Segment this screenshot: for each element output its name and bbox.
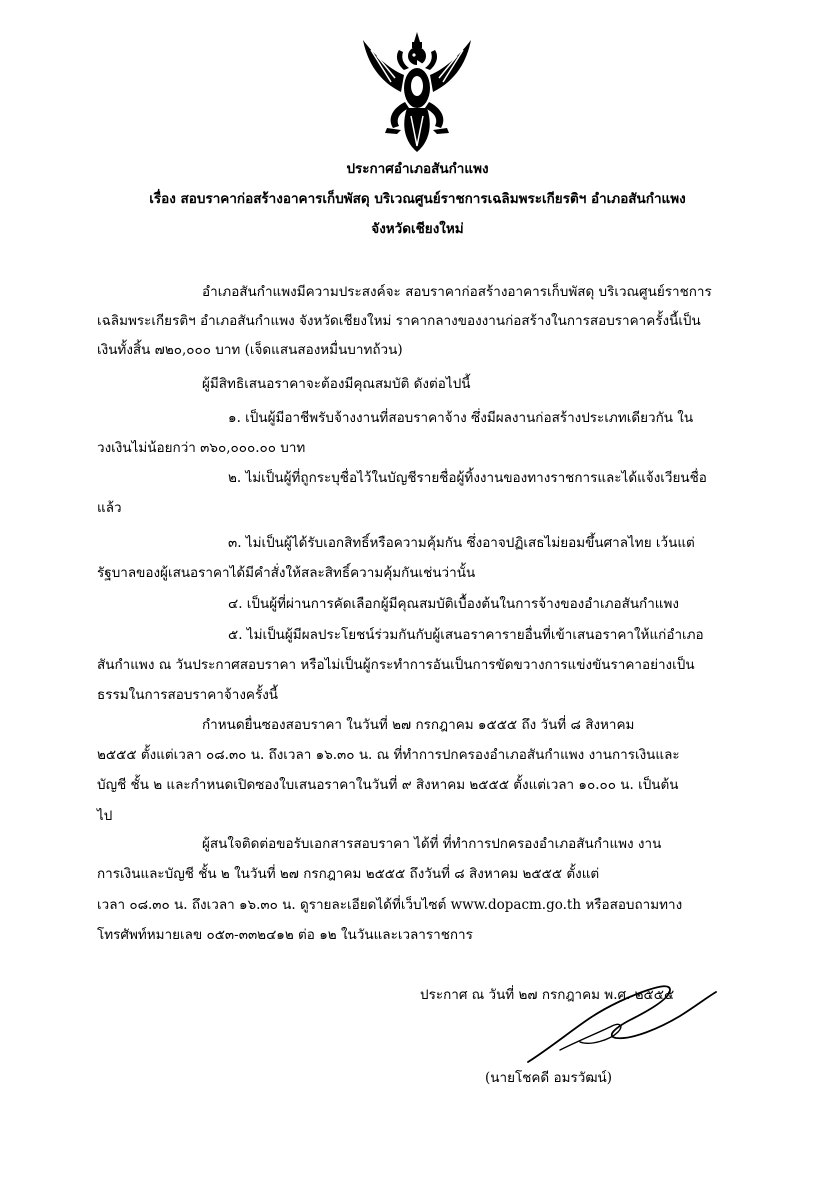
announcement-title: ประกาศอำเภอสันกำแพง <box>346 161 489 177</box>
contact-line: เวลา ๐๘.๓๐ น. ถึงเวลา ๑๖.๓๐ น. ดูรายละเอียดได้ที่เว็บไซต์ www.dopacm.go.th หรือสอบถามทาง <box>97 897 683 913</box>
intro-line: เงินทั้งสิ้น ๗๒๐,๐๐๐ บาท (เจ็ดแสนสองหมื่นบาทถ้วน) <box>97 342 403 358</box>
contact-line: การเงินและบัญชี ชั้น ๒ ในวันที่ ๒๗ กรกฎาคม ๒๕๕๕ ถึงวันที่ ๘ สิงหาคม ๒๕๕๕ ตั้งแต่ <box>97 866 600 882</box>
announcement-province: จังหวัดเชียงใหม่ <box>371 221 464 237</box>
qualification-3: ๓. ไม่เป็นผู้ได้รับเอกสิทธิ์หรือความคุ้มกัน ซึ่งอาจปฏิเสธไม่ยอมขึ้นศาลไทย เว้นแต่ <box>228 535 695 551</box>
qualification-3-cont: รัฐบาลของผู้เสนอราคาได้มีคำสั่งให้สละสิทธิ์ความคุ้มกันเช่นว่านั้น <box>97 565 476 581</box>
qualification-4: ๔. เป็นผู้ที่ผ่านการคัดเลือกผู้มีคุณสมบัติเบื้องต้นในการจ้างของอำเภอสันกำแพง <box>228 596 679 612</box>
schedule-line: ไป <box>97 808 113 824</box>
qualification-5-cont: ธรรมในการสอบราคาจ้างครั้งนี้ <box>97 687 279 703</box>
intro-line: เฉลิมพระเกียรติฯ อำเภอสันกำแพง จังหวัดเชียงใหม่ ราคากลางของงานก่อสร้างในการสอบราคาครั้งนี้เป็น <box>97 313 701 329</box>
schedule-line: กำหนดยื่นซองสอบราคา ในวันที่ ๒๗ กรกฎาคม ๑๕๕๕ ถึง วันที่ ๘ สิงหาคม <box>202 717 635 733</box>
announcement-subject: เรื่อง สอบราคาก่อสร้างอาคารเก็บพัสดุ บริเวณศูนย์ราชการเฉลิมพระเกียรติฯ อำเภอสันกำแพง <box>149 191 686 207</box>
announce-date: ประกาศ ณ วันที่ ๒๗ กรกฎาคม พ.ศ. ๒๕๕๕ <box>420 987 675 1003</box>
intro-line: อำเภอสันกำแพงมีความประสงค์จะ สอบราคาก่อสร้างอาคารเก็บพัสดุ บริเวณศูนย์ราชการ <box>202 284 712 300</box>
qualification-1: ๑. เป็นผู้มีอาชีพรับจ้างงานที่สอบราคาจ้าง ซึ่งมีผลงานก่อสร้างประเภทเดียวกัน ใน <box>228 410 694 426</box>
schedule-line: ๒๕๕๕ ตั้งแต่เวลา ๐๘.๓๐ น. ถึงเวลา ๑๖.๓๐ น. ณ ที่ทำการปกครองอำเภอสันกำแพง งานการเงินและ <box>97 747 680 763</box>
qualification-5-cont: สันกำแพง ณ วันประกาศสอบราคา หรือไม่เป็นผู้กระทำการอันเป็นการขัดขวางการแข่งขันราคาอย่างเป็น <box>97 657 695 673</box>
garuda-emblem-icon <box>357 30 477 155</box>
qualification-1-cont: วงเงินไม่น้อยกว่า ๓๖๐,๐๐๐.๐๐ บาท <box>97 440 306 456</box>
qualification-2-cont: แล้ว <box>97 500 122 516</box>
qualification-2: ๒. ไม่เป็นผู้ที่ถูกระบุชื่อไว้ในบัญชีรายชื่อผู้ทิ้งงานของทางราชการและได้แจ้งเวียนชื่อ <box>228 470 707 486</box>
qualifications-intro: ผู้มีสิทธิเสนอราคาจะต้องมีคุณสมบัติ ดังต่อไปนี้ <box>202 376 471 392</box>
qualification-5: ๕. ไม่เป็นผู้มีผลประโยชน์ร่วมกันกับผู้เสนอราคารายอื่นที่เข้าเสนอราคาให้แก่อำเภอ <box>228 627 704 643</box>
signer-name: (นายโชคดี อมรวัฒน์) <box>485 1070 613 1086</box>
contact-line: ผู้สนใจติดต่อขอรับเอกสารสอบราคา ได้ที่ ที่ทำการปกครองอำเภอสันกำแพง งาน <box>202 836 662 852</box>
contact-line: โทรศัพท์หมายเลข ๐๕๓-๓๓๒๔๑๒ ต่อ ๑๒ ในวันและเวลาราชการ <box>97 927 473 943</box>
schedule-line: บัญชี ชั้น ๒ และกำหนดเปิดซองใบเสนอราคาในวันที่ ๙ สิงหาคม ๒๕๕๕ ตั้งแต่เวลา ๑๐.๐๐ น. เป็นต้น <box>97 777 679 793</box>
signature-image <box>520 970 720 1065</box>
